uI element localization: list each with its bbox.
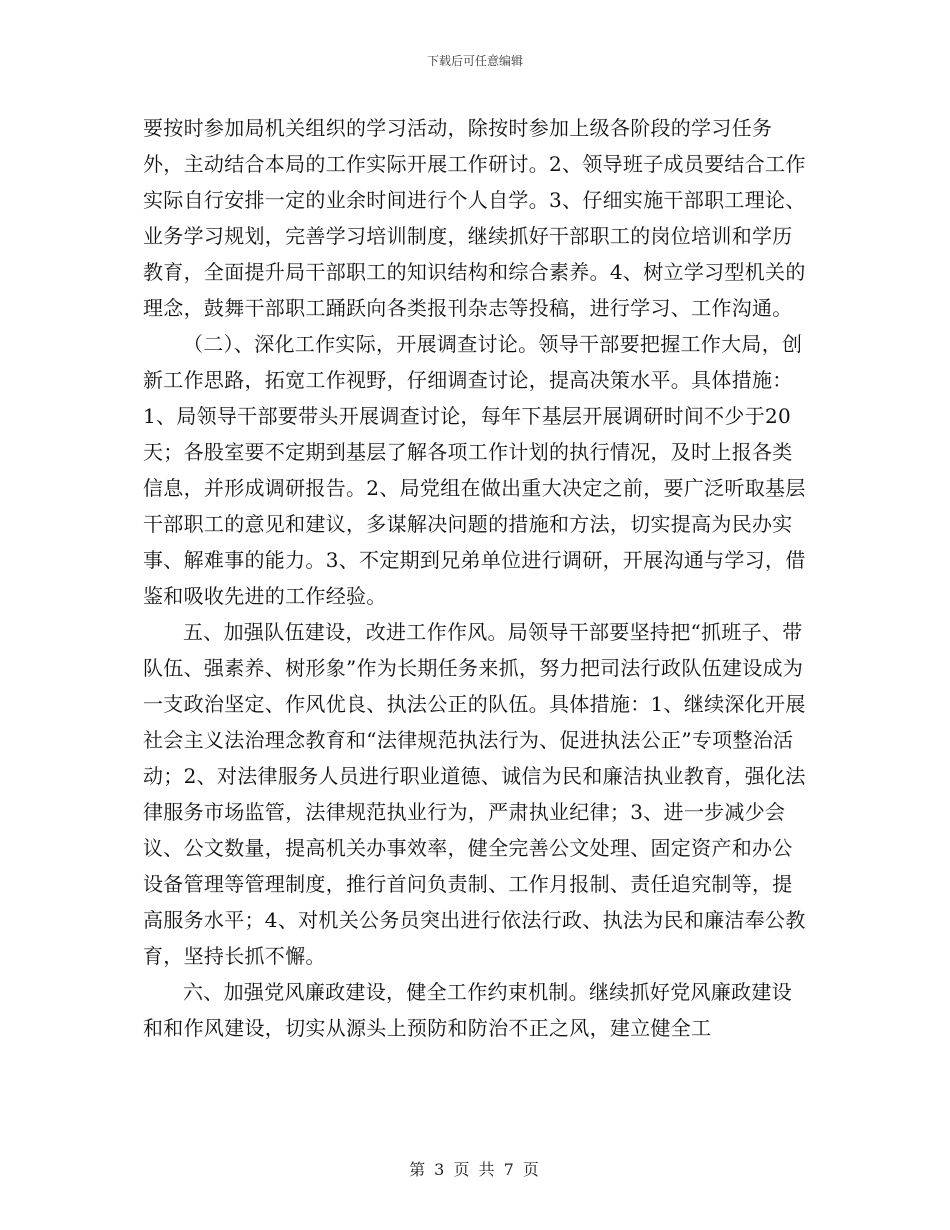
page-number: 第 3 页 共 7 页: [409, 1160, 541, 1179]
paragraph-party-integrity: 六、加强党风廉政建设，健全工作约束机制。继续抓好党风廉政建设和和作风建设，切实从源头上预防和防治不正之风，建立健全工: [143, 980, 792, 1040]
document-body: [143, 110, 811, 1046]
paragraph-team-building: 五、加强队伍建设，改进工作作风。局领导干部要坚持把“抓班子、带队伍、强素养、树形象”作为长期任务来抓，努力把司法行政队伍建设成为一支政治坚定、作风优良、执法公正的队伍。具体措施：1、继续深化开展社会主义法治理念教育和“法律规范执法行为、促进执法公正”专项整治活动；2、对法律服务人员进行职业道德、诚信为民和廉洁执业教育，强化法律服务市场监管，法律规范执业行为，严肃执业纪律；3、进一步减少会议、公文数量，提高机关办事效率，健全完善公文处理、固定资产和办公设备管理等管理制度，推行首问负责制、工作月报制、责任追究制等，提高服务水平；4、对机关公务员突出进行依法行政、执法为民和廉洁奉公教育，坚持长抓不懈。: [143, 620, 806, 968]
paragraph-study-activities: 要按时参加局机关组织的学习活动，除按时参加上级各阶段的学习任务外，主动结合本局的工作实际开展工作研讨。2、领导班子成员要结合工作实际自行安排一定的业余时间进行个人自学。3、仔细实施干部职工理论、业务学习规划，完善学习培训制度，继续抓好干部职工的岗位培训和学历教育，全面提升局干部职工的知识结构和综合素养。4、树立学习型机关的理念，鼓舞干部职工踊跃向各类报刊杂志等投稿，进行学习、工作沟通。: [143, 116, 806, 320]
paragraph-investigation-discussion: （二）、深化工作实际，开展调查讨论。领导干部要把握工作大局，创新工作思路，拓宽工作视野，仔细调查讨论，提高决策水平。具体措施：1、局领导干部要带头开展调查讨论，每年下基层开展调研时间不少于20天；各股室要不定期到基层了解各项工作计划的执行情况，及时上报各类信息，并形成调研报告。2、局党组在做出重大决定之前，要广泛听取基层干部职工的意见和建议，多谋解决问题的措施和方法，切实提高为民办实事、解难事的能力。3、不定期到兄弟单位进行调研，开展沟通与学习，借鉴和吸收先进的工作经验。: [143, 332, 806, 608]
page-header-note: 下载后可任意编辑: [426, 54, 523, 68]
